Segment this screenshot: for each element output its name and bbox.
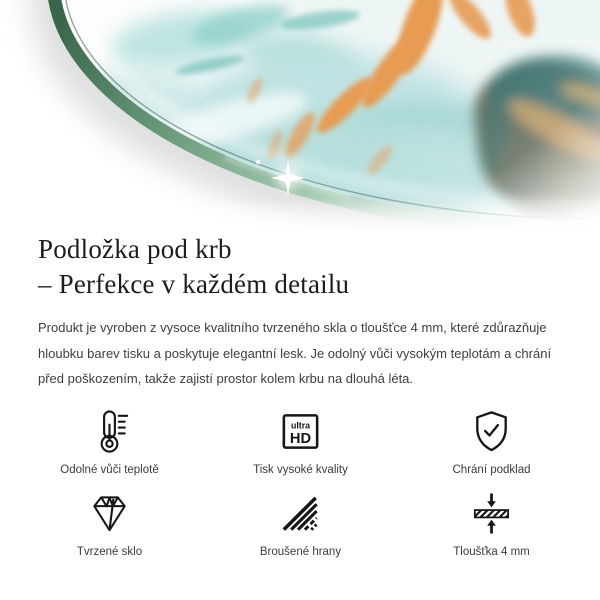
product-description: Produkt je vyroben z vysoce kvalitního tvrzeného skla o tloušťce 4 mm, které zdůrazňuje hloubku barev tisku a poskytuje elegantní lesk. Je odolný vůči vysokým teplotám a chrání před poškozením, takže zajistí prostor kolem krbu na dlouhá léta. (38, 320, 552, 386)
feature-heat-resistant (14, 408, 205, 477)
page-title-line2: – Perfekce v každém detailu (38, 269, 350, 299)
feature-label: Broušené hrany (259, 545, 342, 558)
feature-thickness (396, 490, 587, 559)
feature-label: Tvrzené sklo (76, 545, 143, 558)
diamond-icon (86, 490, 133, 537)
page-title-line1: Podložka pod krb (38, 234, 232, 264)
thickness-press-icon (468, 490, 515, 537)
feature-label: Tloušťka 4 mm (453, 545, 530, 558)
glass-disc-artwork (0, 0, 600, 230)
page-title (38, 232, 563, 302)
feature-tempered-glass (14, 490, 205, 559)
feature-protects-surface (396, 408, 587, 477)
feature-label: Chrání podklad (452, 463, 531, 476)
ultra-hd-icon-text-bottom: HD (289, 430, 312, 447)
feature-beveled-edges (205, 490, 396, 559)
feature-grid (14, 408, 587, 559)
shield-check-icon (468, 408, 515, 455)
ultra-hd-icon-text-top: ultra (290, 420, 311, 431)
feature-print-quality (205, 408, 396, 477)
beveled-edges-icon (277, 490, 324, 537)
feature-label: Odolné vůči teplotě (60, 463, 159, 476)
feature-label: Tisk vysoké kvality (253, 463, 348, 476)
product-photo (0, 0, 600, 230)
ultra-hd-icon (277, 408, 324, 455)
product-info-section (0, 230, 600, 559)
thermometer-icon (86, 408, 133, 455)
